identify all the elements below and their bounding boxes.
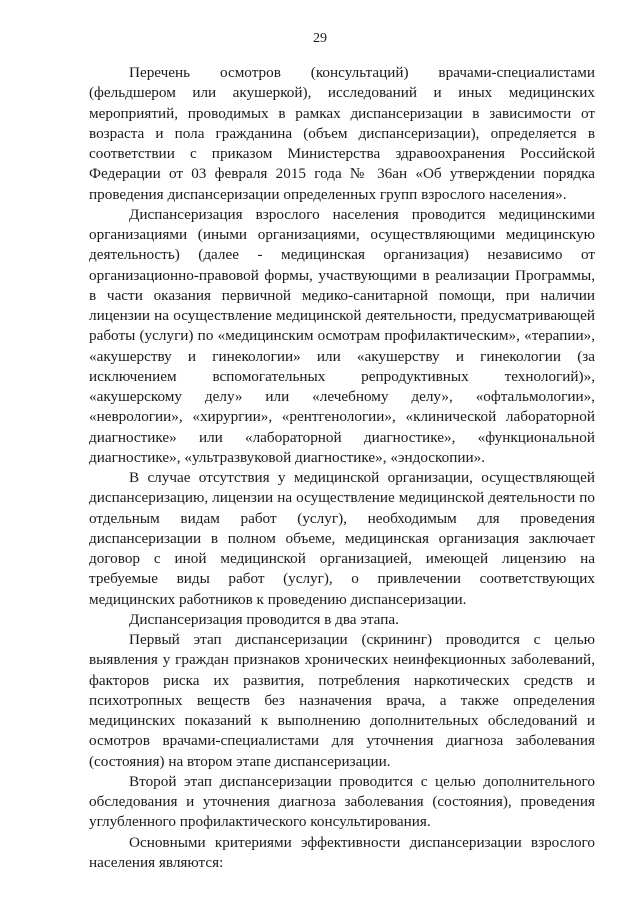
paragraph-first-stage: Первый этап диспансеризации (скрининг) проводится с целью выявления у граждан признаков хронических неинфекционных заболеваний, факторов риска их развития, потребления наркотических средств и психотропных веществ без назначения врача, а также определения медицинских показаний к выполнению дополнительных обследований и осмотров врачами-специалистами для уточнения диагноза заболевания (состояния) на втором этапе диспансеризации.	[89, 631, 595, 770]
document-body	[89, 63, 595, 873]
paragraph-criteria: Основными критериями эффективности диспансеризации взрослого населения являются:	[89, 833, 595, 871]
paragraph-second-stage: Второй этап диспансеризации проводится с целью дополнительного обследования и уточнения диагноза заболевания (состояния), проведения углубленного профилактического консультирования.	[89, 772, 595, 831]
page-number: 29	[313, 31, 327, 46]
paragraph-organizations: Диспансеризация взрослого населения проводится медицинскими организациями (иными организациями, осуществляющими медицинскую деятельность) (далее - медицинская организация) независимо от организационно-правовой формы, участвующими в реализации Программы, в части оказания первичной медико-санитарной помощи, при наличии лицензии на осуществление медицинской деятельности, предусматривающей работы (услуги) по «медицинским осмотрам профилактическим», «терапии», «акушерству и гинекологии» или «акушерству и гинекологии (за исключением вспомогательных репродуктивных технологий)», «акушерскому делу» или «лечебному делу», «офтальмологии», «неврологии», «хирургии», «рентгенологии», «клинической лабораторной диагностике» или «лабораторной диагностике», «функциональной диагностике», «ультразвуковой диагностике», «эндоскопии».	[89, 205, 595, 466]
paragraph-exam-list: Перечень осмотров (консультаций) врачами-специалистами (фельдшером или акушеркой), исследований и иных медицинских мероприятий, проводимых в рамках диспансеризации в зависимости от возраста и пола гражданина (объем диспансеризации), определяется в соответствии с приказом Министерства здравоохранения Российской Федерации от 03 февраля 2015 года № 36ан «Об утверждении порядка проведения диспансеризации определенных групп взрослого населения».	[89, 64, 595, 203]
paragraph-two-stages: Диспансеризация проводится в два этапа.	[129, 610, 399, 628]
paragraph-no-license: В случае отсутствия у медицинской организации, осуществляющей диспансеризацию, лицензии на осуществление медицинской деятельности по отдельным видам работ (услуг), необходимым для проведения диспансеризации в полном объеме, медицинская организация заключает договор с иной медицинской организацией, имеющей лицензию на требуемые виды работ (услуг), о привлечении соответствующих медицинских работников к проведению диспансеризации.	[89, 469, 595, 608]
